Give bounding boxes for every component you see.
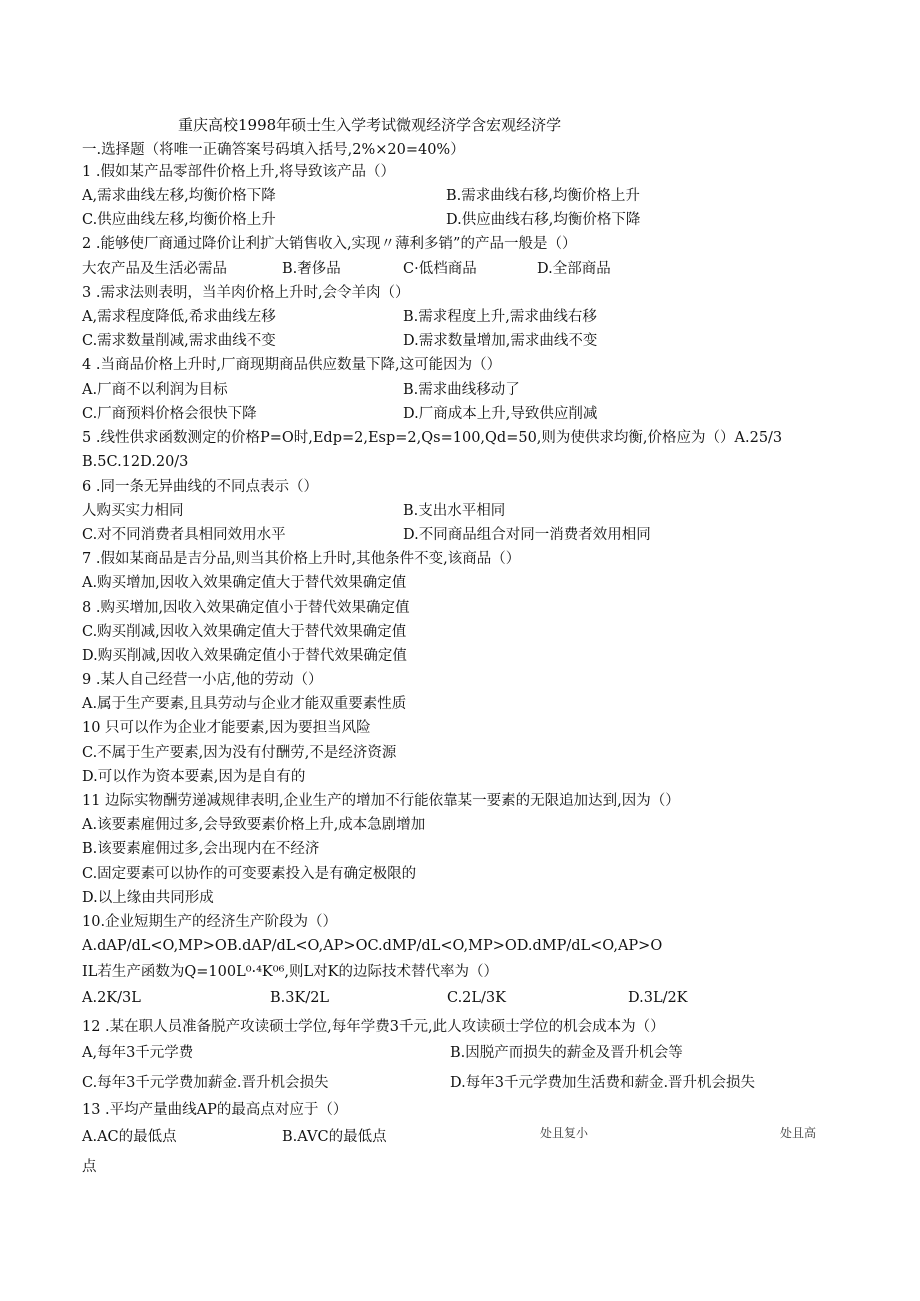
text-line: C.需求数量削减,需求曲线不变: [82, 333, 276, 349]
text-line: D.以上缘由共同形成: [82, 890, 214, 906]
text-line: 点: [82, 1159, 97, 1175]
text-line: 11 边际实物酬劳递减规律表明,企业生产的增加不行能依靠某一要素的无限追加达到,因为（）: [82, 793, 680, 809]
text-line: 12 .某在职人员准备脱产攻读硕士学位,每年学费3千元,此人攻读硕士学位的机会成本为（）: [82, 1019, 665, 1035]
text-line: C.对不同消费者具相同效用水平: [82, 527, 286, 543]
text-line: C.供应曲线左移,均衡价格上升: [82, 212, 276, 228]
option-text: C·低档商品: [403, 261, 477, 277]
option-text: B.因脱产而损失的薪金及晋升机会等: [450, 1045, 683, 1061]
option-text: B.需求曲线移动了: [403, 382, 520, 398]
text-line: D.可以作为资本要素,因为是自有的: [82, 769, 306, 785]
option-text: D.全部商品: [537, 261, 611, 277]
text-line: C.购买削减,因收入效果确定值大于替代效果确定值: [82, 624, 407, 640]
option-text: B.奢侈品: [282, 261, 341, 277]
text-line: A,需求曲线左移,均衡价格下降: [82, 188, 276, 204]
text-line: B.该要素雇佣过多,会出现内在不经济: [82, 841, 320, 857]
text-line: 10.企业短期生产的经济生产阶段为（）: [82, 914, 338, 930]
text-line: A,每年3千元学费: [82, 1045, 194, 1061]
option-text: D.3L/2K: [628, 990, 688, 1006]
option-text: D.供应曲线右移,均衡价格下降: [446, 212, 641, 228]
text-line: 4 .当商品价格上升时,厂商现期商品供应数量下降,这可能因为（）: [82, 357, 502, 373]
text-line: 3 .需求法则表明，当羊肉价格上升时,会令羊肉（）: [82, 285, 410, 301]
option-text: B.3K/2L: [270, 990, 330, 1006]
option-text: C.2L/3K: [447, 990, 506, 1006]
text-line: 人购买实力相同: [82, 503, 184, 519]
text-line: A.AC的最低点: [82, 1129, 177, 1145]
text-line: C.不属于生产要素,因为没有付酬劳,不是经济资源: [82, 745, 397, 761]
text-line: 8 .购买增加,因收入效果确定值小于替代效果确定值: [82, 600, 410, 616]
text-line: IL若生产函数为Q=100L⁰·⁴K⁰⁶,则L对K的边际技术替代率为（）: [82, 964, 498, 980]
text-line: A.厂商不以利润为目标: [82, 382, 228, 398]
document-title: 重庆高校1998年硕士生入学考试微观经济学含宏观经济学: [178, 116, 562, 134]
text-line: 6 .同一条无异曲线的不同点表示（）: [82, 479, 318, 495]
option-text: B.AVC的最低点: [282, 1129, 387, 1145]
text-line: 大农产品及生活必需品: [82, 261, 227, 277]
text-line: 10 只可以作为企业才能要素,因为要担当风险: [82, 720, 371, 736]
cut-off-text: 处且高: [780, 1126, 817, 1140]
text-line: D.购买削减,因收入效果确定值小于替代效果确定值: [82, 648, 407, 664]
text-line: A.属于生产要素,且具劳动与企业才能双重要素性质: [82, 696, 407, 712]
text-line: A.该要素雇佣过多,会导致要素价格上升,成本急剧增加: [82, 817, 426, 833]
text-line: 9 .某人自己经营一小店,他的劳动（）: [82, 672, 323, 688]
text-line: A.dAP/dL<O,MP>OB.dAP/dL<O,AP>OC.dMP/dL<O,MP>OD.dMP/dL<O,AP>O: [82, 938, 663, 954]
section-heading: 一.选择题（将唯一正确答案号码填入括号,2%×20=40%）: [82, 142, 465, 158]
text-line: C.每年3千元学费加薪金.晋升机会损失: [82, 1075, 329, 1091]
option-text: D.每年3千元学费加生活费和薪金.晋升机会损失: [450, 1075, 756, 1091]
text-line: 7 .假如某商品是吉分品,则当其价格上升时,其他条件不变,该商品（）: [82, 551, 521, 567]
option-text: D.不同商品组合对同一消费者效用相同: [403, 527, 651, 543]
text-line: A.2K/3L: [82, 990, 141, 1006]
text-line: C.厂商预料价格会很快下降: [82, 406, 257, 422]
option-text: D.需求数量增加,需求曲线不变: [403, 333, 598, 349]
option-text: B.支出水平相同: [403, 503, 506, 519]
text-line: A.购买增加,因收入效果确定值大于替代效果确定值: [82, 575, 407, 591]
text-line: B.5C.12D.20/3: [82, 454, 189, 470]
text-line: 2 .能够使厂商通过降价让利扩大销售收入,实现〃薄利多销”的产品一般是（）: [82, 236, 577, 252]
cut-off-text: 处且复小: [540, 1126, 589, 1140]
text-line: A,需求程度降低,希求曲线左移: [82, 309, 276, 325]
text-line: C.固定要素可以协作的可变要素投入是有确定极限的: [82, 866, 417, 882]
option-text: B.需求程度上升,需求曲线右移: [403, 309, 597, 325]
option-text: B.需求曲线右移,均衡价格上升: [446, 188, 640, 204]
text-line: 13 .平均产量曲线AP的最高点对应于（）: [82, 1102, 348, 1118]
text-line: 1 .假如某产品零部件价格上升,将导致该产品（）: [82, 164, 396, 180]
option-text: D.厂商成本上升,导致供应削减: [403, 406, 598, 422]
text-line: 5 .线性供求函数测定的价格P=O时,Edp=2,Esp=2,Qs=100,Qd=50,则为使供求均衡,价格应为（）A.25/3: [82, 430, 783, 446]
